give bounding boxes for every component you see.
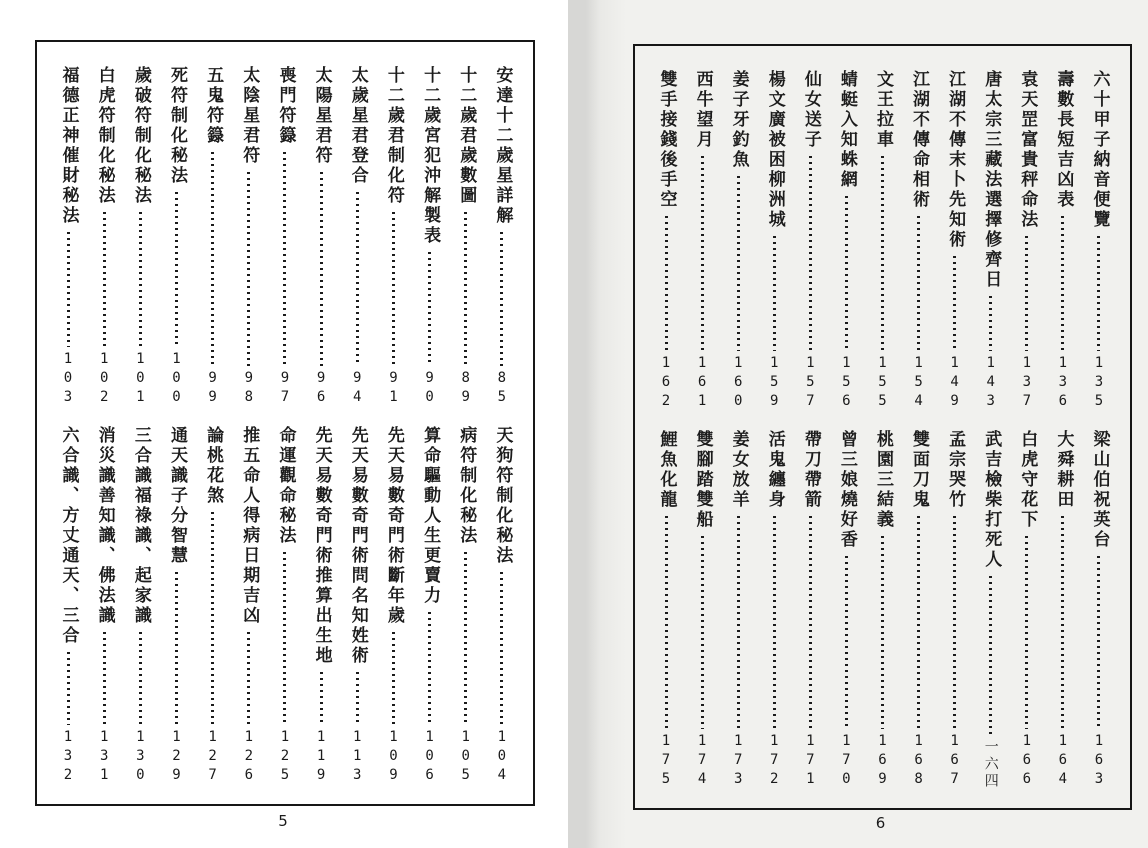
dot-leader (320, 172, 323, 366)
toc-entry (304, 426, 338, 792)
toc-entry-title: 三合識福祿識、起家識 (130, 426, 151, 626)
dot-leader (809, 156, 812, 351)
toc-entry (51, 66, 85, 414)
toc-entry-title: 安達十二歲星詳解 (492, 66, 513, 226)
toc-entry (1082, 70, 1116, 418)
toc-entry (865, 430, 899, 796)
toc-entry (902, 70, 936, 418)
page-number-left: 5 (278, 812, 288, 830)
toc-entry-page-number: 172 (766, 733, 783, 790)
toc-entry-page-number: 109 (385, 729, 402, 786)
toc-entry-page-number: 125 (276, 729, 293, 786)
toc-entry (232, 426, 266, 792)
toc-entry-page-number: 169 (874, 733, 891, 790)
dot-leader (1025, 236, 1028, 351)
toc-entry-page-number: 130 (132, 729, 149, 786)
toc-section (51, 66, 519, 414)
dot-leader (881, 536, 884, 729)
toc-entry-title: 仙女送子 (800, 70, 821, 150)
toc-entry-page-number: 174 (694, 733, 711, 790)
toc-entry (51, 426, 85, 792)
dot-leader (1061, 216, 1064, 351)
toc-entry-title: 命運觀命秘法 (275, 426, 296, 546)
dot-leader (211, 152, 214, 366)
dot-leader (665, 516, 668, 729)
dot-leader (701, 536, 704, 729)
toc-entry-title: 福德正神催財秘法 (58, 66, 79, 226)
dot-leader (247, 172, 250, 366)
dot-leader (773, 516, 776, 729)
toc-entry-title: 白虎符制化秘法 (94, 66, 115, 206)
toc-entry (196, 426, 230, 792)
toc-entry (1010, 70, 1044, 418)
dot-leader (500, 572, 503, 725)
toc-entry-title: 六合識、方丈通天、三合 (58, 426, 79, 646)
toc-entry (757, 70, 791, 418)
dot-leader (989, 576, 992, 735)
toc-entry (340, 66, 374, 414)
toc-entry-title: 武吉檢柴打死人 (981, 430, 1002, 570)
toc-entry (87, 426, 121, 792)
page-frame-right (633, 44, 1132, 810)
toc-entry-title: 五鬼符籙 (203, 66, 224, 146)
toc-entry-page-number: 161 (694, 355, 711, 412)
page-number-right: 6 (875, 814, 886, 832)
toc-entry-title: 病符制化秘法 (456, 426, 477, 546)
dot-leader (953, 516, 956, 729)
toc-entry-page-number: 154 (910, 355, 927, 412)
toc-entry (829, 430, 863, 796)
toc-entry (649, 430, 683, 796)
dot-leader (139, 212, 142, 347)
dot-leader (701, 156, 704, 351)
toc-entry (793, 430, 827, 796)
toc-entry-title: 雙手接錢後手空 (656, 70, 677, 210)
dot-leader (175, 192, 178, 347)
toc-entry (721, 430, 755, 796)
toc-entry-page-number: 170 (838, 733, 855, 790)
toc-entry-page-number: 155 (874, 355, 891, 412)
toc-entry (123, 66, 157, 414)
dot-leader (1097, 236, 1100, 351)
toc-entry-page-number: 103 (60, 351, 76, 408)
dot-leader (464, 552, 467, 725)
toc-entry-page-number: 127 (204, 729, 221, 786)
toc-entry-page-number: 132 (60, 729, 76, 786)
toc-entry-title: 桃園三結義 (872, 430, 893, 530)
toc-entry-title: 壽數長短吉凶表 (1053, 70, 1074, 210)
dot-leader (1097, 556, 1100, 729)
toc-entry-title: 六十甲子納音便覽 (1089, 70, 1110, 230)
toc-entry-title: 死符制化秘法 (166, 66, 187, 186)
toc-entry-title: 鯉魚化龍 (656, 430, 677, 510)
toc-entry-page-number: 89 (457, 370, 474, 408)
dot-leader (392, 632, 395, 725)
toc-entry (829, 70, 863, 418)
toc-entry-title: 十二歲君制化符 (383, 66, 404, 206)
dot-leader (139, 632, 142, 725)
toc-entry-page-number: 159 (766, 355, 783, 412)
toc-entry-title: 孟宗哭竹 (945, 430, 966, 510)
toc-entry-title: 喪門符籙 (275, 66, 296, 146)
toc-entry (268, 426, 302, 792)
toc-entry-title: 楊文廣被困柳洲城 (764, 70, 785, 230)
toc-entry (685, 70, 719, 418)
toc-entry-title: 通天識子分智慧 (166, 426, 187, 566)
dot-leader (356, 672, 359, 725)
dot-leader (665, 216, 668, 351)
toc-entry (449, 66, 483, 414)
toc-entry (376, 426, 410, 792)
dot-leader (917, 516, 920, 729)
toc-entry (449, 426, 483, 792)
toc-entry-title: 天狗符制化秘法 (492, 426, 513, 566)
dot-leader (320, 672, 323, 725)
toc-entry-page-number: 106 (421, 729, 438, 786)
toc-entry-page-number: 137 (1018, 355, 1035, 412)
dot-leader (809, 516, 812, 729)
toc-entry-title: 十二歲君歲數圖 (456, 66, 477, 206)
toc-entry (196, 66, 230, 414)
dot-leader (773, 236, 776, 351)
dot-leader (211, 512, 214, 725)
dot-leader (103, 632, 106, 725)
toc-entry (376, 66, 410, 414)
toc-entry (485, 66, 519, 414)
dot-leader (1061, 516, 1064, 729)
dot-leader (428, 612, 431, 725)
dot-leader (953, 256, 956, 351)
toc-entry (268, 66, 302, 414)
toc-entry (974, 70, 1008, 418)
toc-entry-page-number: 90 (421, 370, 438, 408)
toc-entry-title: 十二歲宮犯沖解製表 (420, 66, 441, 246)
toc-entry-page-number: 105 (457, 729, 474, 786)
toc-entry-page-number: 126 (240, 729, 257, 786)
toc-entry-page-number: 85 (493, 370, 510, 408)
dot-leader (1025, 536, 1028, 729)
dot-leader (737, 176, 740, 351)
toc-entry-page-number: 164 (1054, 733, 1071, 790)
toc-entry (793, 70, 827, 418)
toc-entry-page-number: 156 (838, 355, 855, 412)
toc-entry-page-number: 163 (1090, 733, 1107, 790)
toc-entry-title: 算命驅動人生更賣力 (420, 426, 441, 606)
dot-leader (428, 252, 431, 366)
toc-entry (938, 430, 972, 796)
toc-entry (721, 70, 755, 418)
toc-entry-title: 太歲星君登合 (347, 66, 368, 186)
toc-entry (304, 66, 338, 414)
toc-entry-page-number: 一六四 (982, 739, 999, 790)
toc-entry-page-number: 101 (132, 351, 149, 408)
toc-entry-page-number: 100 (168, 351, 185, 408)
toc-entry-page-number: 94 (349, 370, 366, 408)
toc-entry-title: 先天易數奇門術推算出生地 (311, 426, 332, 666)
page-frame-left (35, 40, 535, 806)
dot-leader (737, 516, 740, 729)
toc-entry-page-number: 149 (946, 355, 963, 412)
toc-entry-title: 帶刀帶箭 (800, 430, 821, 510)
toc-section (649, 430, 1116, 796)
dot-leader (356, 192, 359, 366)
dot-leader (881, 156, 884, 351)
toc-entry (1010, 430, 1044, 796)
toc-entry-page-number: 102 (96, 351, 113, 408)
toc-entry-title: 梁山伯祝英台 (1089, 430, 1110, 550)
toc-entry-page-number: 99 (204, 370, 221, 408)
toc-entry-page-number: 162 (658, 355, 674, 412)
dot-leader (392, 212, 395, 366)
toc-entry (232, 66, 266, 414)
toc-entry-title: 先天易數奇門術問名知姓術 (347, 426, 368, 666)
toc-entry-title: 曾三娘燒好香 (836, 430, 857, 550)
toc-entry-title: 唐太宗三藏法選擇修齊日 (981, 70, 1002, 290)
toc-entry-page-number: 113 (349, 729, 366, 786)
toc-entry-title: 白虎守花下 (1017, 430, 1038, 530)
toc-entry (159, 66, 193, 414)
toc-entry-title: 江湖不傳末卜先知術 (945, 70, 966, 250)
toc-entry-page-number: 167 (946, 733, 963, 790)
toc-entry (413, 66, 447, 414)
toc-entry-title: 太陰星君符 (239, 66, 260, 166)
toc-entry (1046, 430, 1080, 796)
toc-entry-title: 論桃花煞 (203, 426, 224, 506)
dot-leader (500, 232, 503, 366)
dot-leader (67, 652, 70, 725)
toc-entry (340, 426, 374, 792)
toc-entry-title: 雙面刀鬼 (909, 430, 930, 510)
toc-entry (865, 70, 899, 418)
toc-entry-page-number: 136 (1054, 355, 1071, 412)
toc-entry-title: 雙腳踏雙船 (692, 430, 713, 530)
toc-entry-page-number: 119 (313, 729, 330, 786)
toc-entry (413, 426, 447, 792)
dot-leader (283, 152, 286, 366)
dot-leader (845, 196, 848, 351)
toc-entry-page-number: 166 (1018, 733, 1035, 790)
toc-section (649, 70, 1116, 418)
toc-entry-title: 江湖不傳命相術 (909, 70, 930, 210)
toc-entry-title: 大舜耕田 (1053, 430, 1074, 510)
toc-entry-title: 推五命人得病日期吉凶 (239, 426, 260, 626)
toc-entry-page-number: 160 (730, 355, 747, 412)
toc-entry-page-number: 173 (730, 733, 747, 790)
toc-entry (974, 430, 1008, 796)
toc-entry-page-number: 96 (313, 370, 330, 408)
dot-leader (247, 632, 250, 725)
toc-entry-page-number: 91 (385, 370, 402, 408)
dot-leader (283, 552, 286, 725)
toc-entry-page-number: 171 (802, 733, 819, 790)
toc-entry (685, 430, 719, 796)
toc-entry-title: 袁天罡富貴秤命法 (1017, 70, 1038, 230)
toc-entry (938, 70, 972, 418)
toc-entry-title: 姜女放羊 (728, 430, 749, 510)
toc-entry (1046, 70, 1080, 418)
toc-entry-page-number: 157 (802, 355, 819, 412)
toc-entry-page-number: 135 (1090, 355, 1107, 412)
dot-leader (989, 296, 992, 351)
toc-entry-title: 先天易數奇門術斷年歲 (383, 426, 404, 626)
dot-leader (917, 216, 920, 351)
toc-entry-page-number: 168 (910, 733, 927, 790)
toc-entry-page-number: 129 (168, 729, 185, 786)
toc-entry-title: 文王拉車 (872, 70, 893, 150)
toc-entry (159, 426, 193, 792)
dot-leader (67, 232, 70, 347)
toc-entry (649, 70, 683, 418)
toc-entry-title: 歲破符制化秘法 (130, 66, 151, 206)
dot-leader (175, 572, 178, 725)
toc-entry-title: 太陽星君符 (311, 66, 332, 166)
toc-entry (757, 430, 791, 796)
toc-entry-page-number: 104 (493, 729, 510, 786)
toc-section (51, 426, 519, 792)
toc-entry-page-number: 131 (96, 729, 113, 786)
toc-entry (902, 430, 936, 796)
toc-entry (1082, 430, 1116, 796)
toc-entry-title: 姜子牙釣魚 (728, 70, 749, 170)
toc-entry-page-number: 97 (276, 370, 293, 408)
toc-entry-page-number: 143 (982, 355, 999, 412)
toc-entry-page-number: 98 (240, 370, 257, 408)
toc-entry-title: 西牛望月 (692, 70, 713, 150)
toc-entry-page-number: 175 (658, 733, 674, 790)
toc-entry-title: 蜻蜓入知蛛網 (836, 70, 857, 190)
toc-entry-title: 消災識善知識、佛法識 (94, 426, 115, 626)
toc-entry (123, 426, 157, 792)
toc-entry-title: 活鬼纏身 (764, 430, 785, 510)
toc-entry (485, 426, 519, 792)
dot-leader (845, 556, 848, 729)
dot-leader (103, 212, 106, 347)
toc-entry (87, 66, 121, 414)
dot-leader (464, 212, 467, 366)
